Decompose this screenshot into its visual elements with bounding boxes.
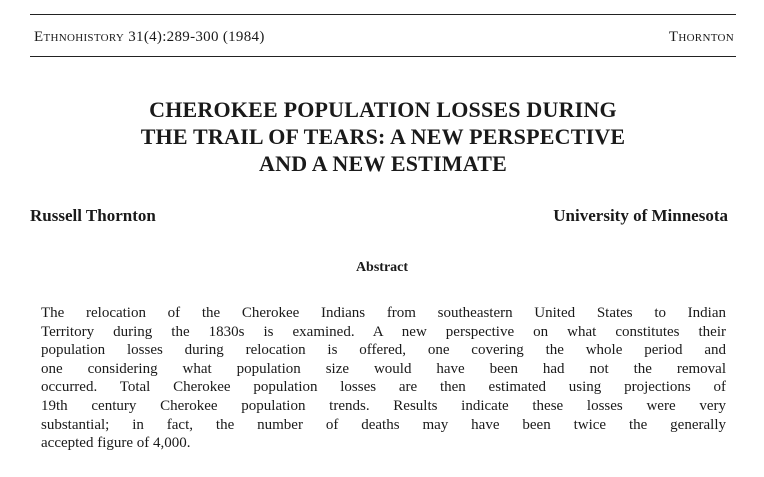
abstract-line: Territory during the 1830s is examined. A new perspective on what constitutes their (41, 323, 726, 340)
abstract-heading: Abstract (355, 260, 409, 275)
abstract-line: substantial; in fact, the number of deaths may have been twice the generally (41, 416, 726, 433)
running-author: Thornton (668, 29, 734, 45)
abstract-line: The relocation of the Cherokee Indians from southeastern United States to Indian (41, 305, 726, 321)
author-name: Russell Thornton (30, 206, 156, 225)
abstract-line: occurred. Total Cherokee population losses are then estimated using projections of (41, 379, 726, 396)
journal-citation: Ethnohistory 31(4):289-300 (1984) (34, 29, 265, 45)
header-top-rule (30, 14, 736, 15)
abstract-line: population losses during relocation is offered, one covering the whole period and (41, 342, 726, 359)
author-affiliation: University of Minnesota (553, 206, 728, 225)
header-bottom-rule (30, 56, 736, 57)
abstract-body (41, 304, 726, 453)
abstract-line: one considering what population size would have been had not the removal (41, 360, 726, 377)
abstract-line: accepted figure of 4,000. (41, 435, 191, 452)
title-line: CHEROKEE POPULATION LOSSES DURING (149, 97, 617, 122)
title-line: THE TRAIL OF TEARS: A NEW PERSPECTIVE (140, 124, 626, 149)
article-title (30, 96, 736, 177)
title-line: AND A NEW ESTIMATE (259, 151, 507, 176)
abstract-line: 19th century Cherokee population trends. Results indicate these losses were very (41, 397, 726, 414)
running-head (34, 27, 734, 47)
